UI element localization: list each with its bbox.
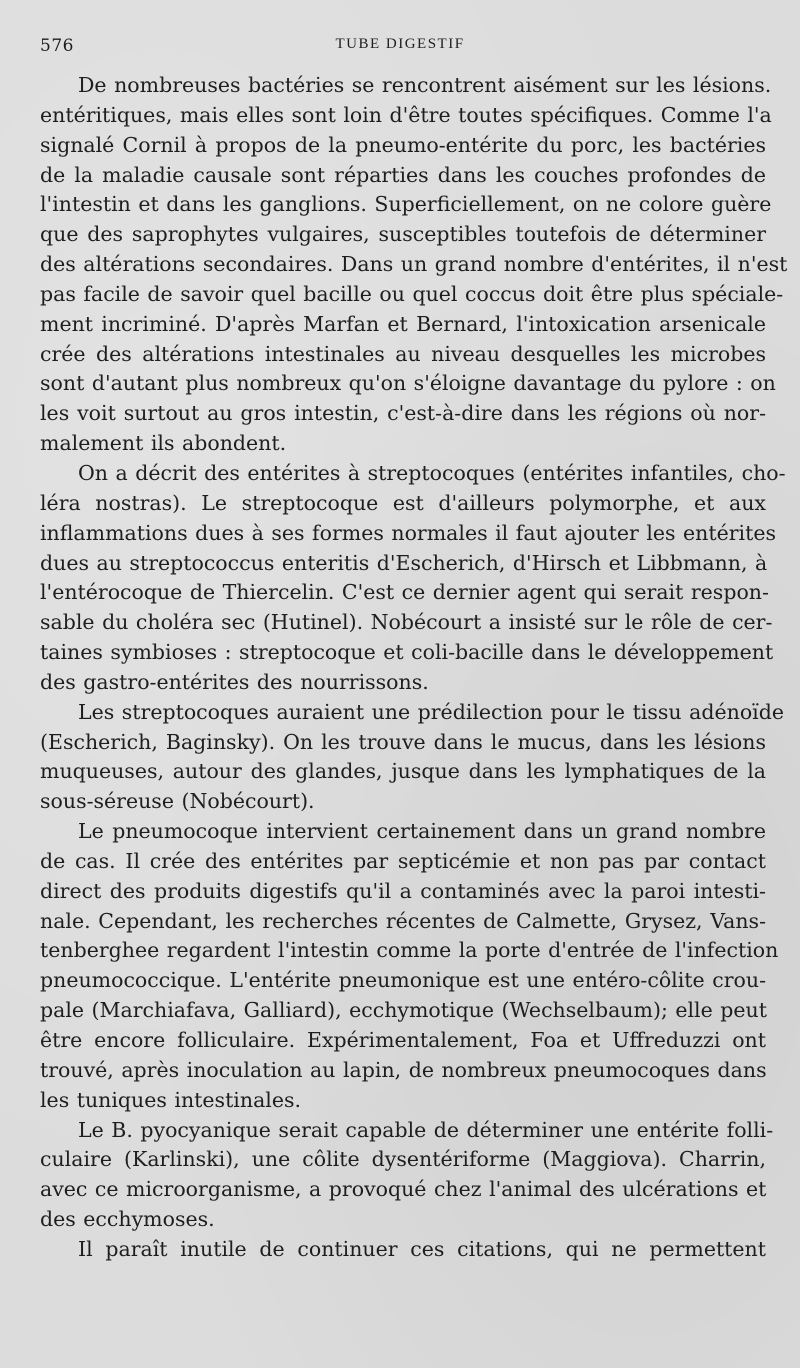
text-line: léra nostras). Le streptocoque est d'ailleurs polymorphe, et aux xyxy=(40,490,766,515)
text-line: trouvé, après inoculation au lapin, de nombreux pneumocoques dans xyxy=(40,1057,767,1082)
body-text xyxy=(40,71,788,1265)
text-line: culaire (Karlinski), une côlite dysentériforme (Maggiova). Charrin, xyxy=(40,1147,766,1172)
text-line: sable du choléra sec (Hutinel). Nobécourt a insisté sur le rôle de cer- xyxy=(40,610,773,635)
text-line: nale. Cependant, les recherches récentes de Calmette, Grysez, Vans- xyxy=(40,908,766,933)
text-line: sont d'autant plus nombreux qu'on s'éloigne davantage du pylore : on xyxy=(40,371,776,396)
text-line: (Escherich, Baginsky). On les trouve dans le mucus, dans les lésions xyxy=(40,729,766,754)
text-line: avec ce microorganisme, a provoqué chez l'animal des ulcérations et xyxy=(40,1177,767,1202)
text-line: taines symbioses : streptocoque et coli-bacille dans le développement xyxy=(40,640,774,665)
text-line: que des saprophytes vulgaires, susceptibles toutefois de déterminer xyxy=(40,222,766,247)
text-line: des gastro-entérites des nourrissons. xyxy=(40,669,429,694)
text-line: muqueuses, autour des glandes, jusque dans les lymphatiques de la xyxy=(40,759,766,784)
text-line: Le B. pyocyanique serait capable de déterminer une entérite folli- xyxy=(78,1117,774,1142)
text-line: direct des produits digestifs qu'il a contaminés avec la paroi intesti- xyxy=(40,878,766,903)
text-line: crée des altérations intestinales au niveau desquelles les microbes xyxy=(40,341,766,366)
text-line: malement ils abondent. xyxy=(40,431,287,456)
text-line: sous-séreuse (Nobécourt). xyxy=(40,789,315,814)
text-line: l'intestin et dans les ganglions. Superficiellement, on ne colore guère xyxy=(40,192,772,217)
text-line: inflammations dues à ses formes normales il faut ajouter les entérites xyxy=(40,520,776,545)
text-line: des ecchymoses. xyxy=(40,1207,215,1232)
text-line: entéritiques, mais elles sont loin d'être toutes spécifiques. Comme l'a xyxy=(40,102,772,127)
text-line: On a décrit des entérites à streptocoques (entérites infantiles, cho- xyxy=(78,460,786,485)
text-line: pneumococcique. L'entérite pneumonique est une entéro-côlite crou- xyxy=(40,968,766,993)
text-line: signalé Cornil à propos de la pneumo-entérite du porc, les bactéries xyxy=(40,132,766,157)
text-line: tenberghee regardent l'intestin comme la porte d'entrée de l'infection xyxy=(40,938,779,963)
text-line: l'entérocoque de Thiercelin. C'est ce dernier agent qui serait respon- xyxy=(40,580,769,605)
text-line: être encore folliculaire. Expérimentalement, Foa et Uffreduzzi ont xyxy=(40,1028,766,1052)
text-line: les voit surtout au gros intestin, c'est-à-dire dans les régions où nor- xyxy=(40,401,766,426)
text-line: dues au streptococcus enteritis d'Escherich, d'Hirsch et Libbmann, à xyxy=(40,550,768,575)
text-line: ment incriminé. D'après Marfan et Bernard, l'intoxication arsenicale xyxy=(40,311,766,336)
text-line: De nombreuses bactéries se rencontrent aisément sur les lésions. xyxy=(78,73,772,97)
text-line: de la maladie causale sont réparties dans les couches profondes de xyxy=(40,162,766,187)
text-line: de cas. Il crée des entérites par septicémie et non pas par contact xyxy=(40,848,766,873)
text-line: Les streptocoques auraient une prédilection pour le tissu adénoïde xyxy=(78,699,784,724)
page-number: 576 xyxy=(40,36,74,56)
running-title: TUBE DIGESTIF xyxy=(335,36,465,52)
text-line: pas facile de savoir quel bacille ou quel coccus doit être plus spéciale- xyxy=(40,281,784,306)
text-line: pale (Marchiafava, Galliard), ecchymotique (Wechselbaum); elle peut xyxy=(40,998,767,1023)
text-line: les tuniques intestinales. xyxy=(40,1087,302,1112)
text-line: Il paraît inutile de continuer ces citations, qui ne permettent xyxy=(78,1236,766,1261)
text-line: Le pneumocoque intervient certainement dans un grand nombre xyxy=(78,819,766,844)
running-head xyxy=(36,36,764,60)
text-line: des altérations secondaires. Dans un grand nombre d'entérites, il n'est xyxy=(40,252,788,277)
